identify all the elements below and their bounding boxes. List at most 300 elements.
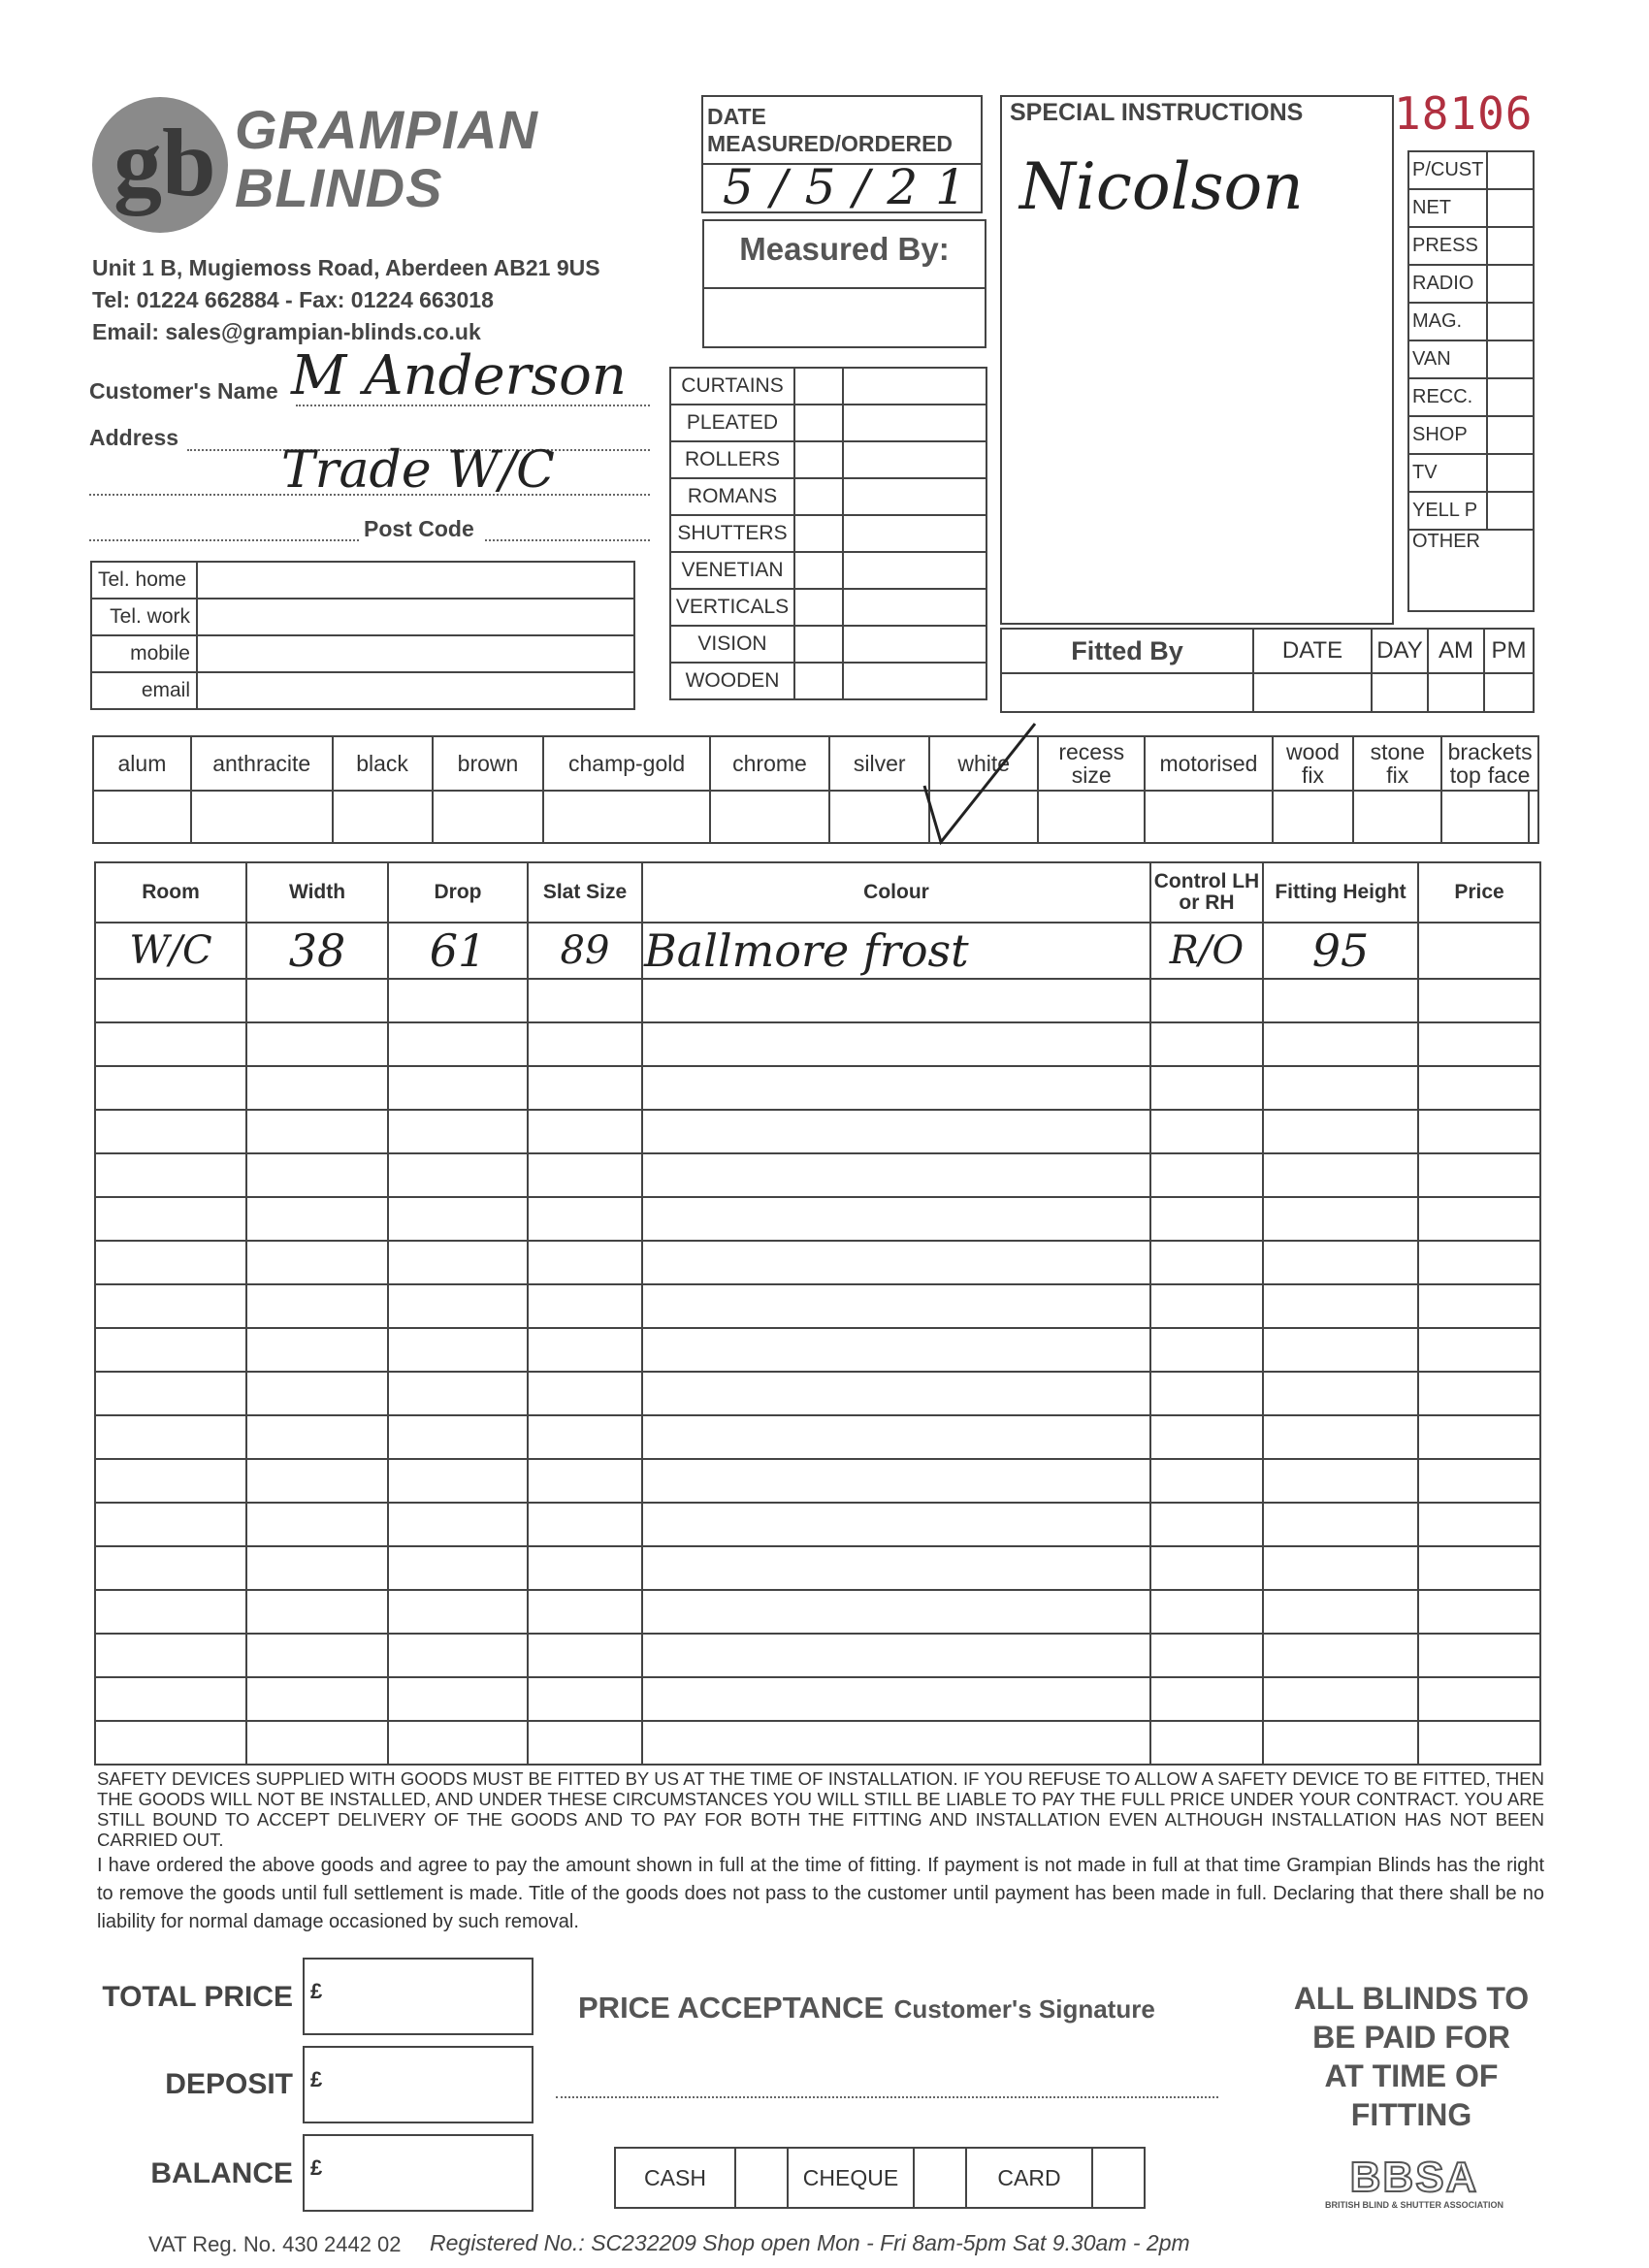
cell[interactable]: [246, 1372, 388, 1415]
cell[interactable]: [1418, 1284, 1540, 1328]
cell[interactable]: [1263, 1197, 1418, 1241]
blind-type-label: ROLLERS: [670, 441, 794, 478]
blind-type-check[interactable]: [794, 589, 843, 626]
cell[interactable]: [1263, 1546, 1418, 1590]
blind-type-check[interactable]: [794, 368, 843, 405]
cell[interactable]: [528, 1197, 642, 1241]
table-row: [95, 1197, 1540, 1241]
source-check[interactable]: [1487, 454, 1534, 492]
cell[interactable]: [1263, 1066, 1418, 1110]
cell[interactable]: [95, 1328, 246, 1372]
address-value: Trade W/C: [281, 441, 555, 500]
source-check[interactable]: [1487, 265, 1534, 303]
brackets-header: [1441, 736, 1538, 791]
blind-type-row: [670, 478, 986, 515]
cell[interactable]: [388, 1066, 528, 1110]
total-price-field[interactable]: [303, 1958, 534, 2035]
cell[interactable]: [1150, 1503, 1263, 1546]
cell[interactable]: [1418, 1415, 1540, 1459]
fitted-by-field[interactable]: [1001, 673, 1253, 712]
phone-line: Tel: 01224 662884 - Fax: 01224 663018: [92, 287, 494, 312]
cell[interactable]: [1150, 1284, 1263, 1328]
colour-check[interactable]: [333, 791, 433, 843]
company-name-line1: GRAMPIAN: [235, 99, 538, 160]
order-number: 18106: [1394, 87, 1534, 140]
source-check[interactable]: [1487, 303, 1534, 340]
cell[interactable]: [528, 1153, 642, 1197]
cell[interactable]: [95, 1066, 246, 1110]
blind-type-check[interactable]: [794, 478, 843, 515]
cell[interactable]: [246, 1415, 388, 1459]
blind-type-row: [670, 405, 986, 441]
brackets-sub: [1446, 763, 1534, 787]
source-row: [1408, 151, 1534, 189]
cell[interactable]: [246, 1197, 388, 1241]
source-label: YELL P: [1408, 492, 1487, 530]
cell[interactable]: [388, 1415, 528, 1459]
cell[interactable]: [1418, 1721, 1540, 1765]
cell[interactable]: [528, 1634, 642, 1677]
blind-type-label: CURTAINS: [670, 368, 794, 405]
cell[interactable]: [1418, 1328, 1540, 1372]
cell[interactable]: [246, 1459, 388, 1503]
fitted-day-field[interactable]: [1372, 673, 1428, 712]
table-row: [95, 1546, 1540, 1590]
cell[interactable]: [528, 1066, 642, 1110]
cell[interactable]: [95, 1677, 246, 1721]
cell[interactable]: [528, 1415, 642, 1459]
customer-name-label: Customer's Name: [89, 378, 278, 404]
cell[interactable]: [642, 1415, 1150, 1459]
cell[interactable]: [1150, 1328, 1263, 1372]
cell[interactable]: [246, 1066, 388, 1110]
table-row: [95, 1590, 1540, 1634]
cell-fitting[interactable]: 95: [1263, 923, 1418, 979]
cell[interactable]: [388, 1634, 528, 1677]
blind-type-qty[interactable]: [843, 626, 986, 663]
cell-width[interactable]: 38: [246, 923, 388, 979]
colour-check[interactable]: [543, 791, 709, 843]
logo-letters: gb: [113, 109, 216, 216]
cell[interactable]: [388, 1197, 528, 1241]
fitted-value-row: [1001, 673, 1534, 712]
cell[interactable]: [388, 1241, 528, 1284]
cell[interactable]: [246, 1721, 388, 1765]
deposit-label: DEPOSIT: [165, 2068, 293, 2100]
cell[interactable]: [528, 1328, 642, 1372]
blind-type-qty[interactable]: [843, 552, 986, 589]
bbsa-tagline: BRITISH BLIND & SHUTTER ASSOCIATION: [1325, 2200, 1504, 2210]
cell[interactable]: [1418, 1546, 1540, 1590]
cell[interactable]: [528, 1372, 642, 1415]
cell[interactable]: [95, 1590, 246, 1634]
col-room: Room: [95, 862, 246, 923]
cell[interactable]: [1263, 979, 1418, 1022]
cell[interactable]: [1263, 1284, 1418, 1328]
cell[interactable]: [642, 1459, 1150, 1503]
cell[interactable]: [1150, 1415, 1263, 1459]
cell[interactable]: [1150, 1241, 1263, 1284]
cell[interactable]: [642, 1197, 1150, 1241]
cell[interactable]: [1418, 1241, 1540, 1284]
cell[interactable]: [1150, 1634, 1263, 1677]
blind-type-row: [670, 441, 986, 478]
contact-value[interactable]: [197, 635, 634, 672]
cell[interactable]: [1150, 1677, 1263, 1721]
cell[interactable]: [95, 1721, 246, 1765]
cell[interactable]: [1150, 1110, 1263, 1153]
cell[interactable]: [528, 1284, 642, 1328]
cell[interactable]: [388, 1328, 528, 1372]
cell[interactable]: [95, 1110, 246, 1153]
blind-type-check[interactable]: [794, 405, 843, 441]
cell[interactable]: [1418, 1590, 1540, 1634]
cell[interactable]: [1150, 1153, 1263, 1197]
cell[interactable]: [1263, 1328, 1418, 1372]
email-line: Email: sales@grampian-blinds.co.uk: [92, 319, 481, 344]
cell[interactable]: [388, 1459, 528, 1503]
cell[interactable]: [246, 1328, 388, 1372]
source-row: [1408, 378, 1534, 416]
blind-type-check[interactable]: [794, 441, 843, 478]
fitted-am-field[interactable]: [1428, 673, 1484, 712]
cell[interactable]: [528, 1503, 642, 1546]
date-label: DATE MEASURED/ORDERED: [707, 104, 954, 156]
contact-value[interactable]: [197, 599, 634, 635]
blind-type-qty[interactable]: [843, 663, 986, 699]
colour-option: anthracite: [191, 736, 333, 791]
bbsa-logo: [1298, 2155, 1531, 2210]
source-table: [1407, 150, 1535, 612]
signature-line[interactable]: [556, 2096, 1218, 2098]
table-row: [95, 1677, 1540, 1721]
payment-method-table: [614, 2147, 1146, 2209]
cell[interactable]: [246, 1503, 388, 1546]
col-control: Control LH or RH: [1150, 862, 1263, 923]
payment-agreement: I have ordered the above goods and agree to pay the amount shown in full at the time of fitting. If payment is not made in full at that time Grampian Blinds has the right to remove the goods until full settlement is made. Title of the goods does not pass to the customer until payment has been made in full. Declaring that there shall be no liability for normal damage occasioned by such removal.: [97, 1855, 1544, 1932]
colour-check[interactable]: [93, 791, 191, 843]
contact-label: Tel. home: [91, 562, 197, 599]
cell-control[interactable]: R/O: [1150, 923, 1263, 979]
cell[interactable]: [1263, 1415, 1418, 1459]
fitted-pm-field[interactable]: [1484, 673, 1534, 712]
cell[interactable]: [1150, 1066, 1263, 1110]
source-row: [1408, 340, 1534, 378]
cell[interactable]: [246, 1153, 388, 1197]
colour-options-table: [92, 735, 1539, 844]
cell[interactable]: [642, 1503, 1150, 1546]
cell[interactable]: [528, 1110, 642, 1153]
cell[interactable]: [95, 1197, 246, 1241]
cell[interactable]: [388, 1110, 528, 1153]
source-check[interactable]: [1487, 189, 1534, 227]
deposit-field[interactable]: [303, 2046, 534, 2123]
cell[interactable]: [528, 1590, 642, 1634]
cell[interactable]: [1150, 1590, 1263, 1634]
table-row: [95, 1284, 1540, 1328]
table-row: [95, 923, 1540, 979]
blind-type-qty[interactable]: [843, 515, 986, 552]
company-address: [92, 252, 600, 348]
blind-type-label: WOODEN: [670, 663, 794, 699]
fitted-date-field[interactable]: [1253, 673, 1372, 712]
source-check[interactable]: [1487, 151, 1534, 189]
cell[interactable]: [1418, 1503, 1540, 1546]
postcode-line-right: [485, 539, 650, 541]
cell[interactable]: [388, 1546, 528, 1590]
contact-row: [91, 635, 634, 672]
cell[interactable]: [1263, 1022, 1418, 1066]
payment-method-row: [615, 2148, 1145, 2208]
colour-option: black: [333, 736, 433, 791]
measured-by-box: [702, 219, 986, 348]
registration-info: Registered No.: SC232209 Shop open Mon - Fri 8am-5pm Sat 9.30am - 2pm: [430, 2230, 1190, 2255]
cell[interactable]: [1150, 1022, 1263, 1066]
fitted-by-table: [1000, 628, 1535, 713]
source-label: PRESS: [1408, 227, 1487, 265]
cell[interactable]: [95, 1241, 246, 1284]
colour-option: brown: [433, 736, 544, 791]
cell[interactable]: [528, 1022, 642, 1066]
cell[interactable]: [388, 1590, 528, 1634]
blind-type-check[interactable]: [794, 552, 843, 589]
cell[interactable]: [1263, 1590, 1418, 1634]
payment-cash-check[interactable]: [735, 2148, 788, 2208]
table-row: [95, 1328, 1540, 1372]
cell[interactable]: [1418, 1066, 1540, 1110]
cell[interactable]: [1150, 1372, 1263, 1415]
source-check[interactable]: [1487, 378, 1534, 416]
cell[interactable]: [95, 1546, 246, 1590]
cell[interactable]: [1150, 1197, 1263, 1241]
cell[interactable]: [1263, 1634, 1418, 1677]
vat-number: VAT Reg. No. 430 2442 02: [148, 2232, 402, 2256]
cell[interactable]: [388, 1721, 528, 1765]
source-label: RECC.: [1408, 378, 1487, 416]
cell-drop[interactable]: 61: [388, 923, 528, 979]
blind-type-check[interactable]: [794, 626, 843, 663]
cell[interactable]: [1150, 979, 1263, 1022]
cell[interactable]: [388, 1022, 528, 1066]
cell[interactable]: [388, 1372, 528, 1415]
cell[interactable]: [95, 1459, 246, 1503]
source-check[interactable]: [1487, 416, 1534, 454]
cell[interactable]: [95, 1022, 246, 1066]
blind-type-qty[interactable]: [843, 405, 986, 441]
fitted-day-label: DAY: [1372, 629, 1428, 673]
cell[interactable]: [1263, 1459, 1418, 1503]
payment-cheque-label: CHEQUE: [788, 2148, 914, 2208]
cell[interactable]: [642, 1590, 1150, 1634]
safety-notice: SAFETY DEVICES SUPPLIED WITH GOODS MUST BE FITTED BY US AT THE TIME OF INSTALLATION. IF YOU REFUSE TO ALLOW A SAFETY DEVICE TO BE FITTED, THEN THE GOODS WILL NOT BE INSTALLED, AND UNDER THESE CIRCUMSTANCES YOU WILL STILL BE LIABLE TO PAY THE FULL PRICE UNDER YOUR CONTRACT. YOU ARE STILL BOUND TO ACCEPT DELIVERY OF THE GOODS AND TO PAY FOR BOTH THE FITTING AND INSTALLATION EVEN ALTHOUGH INSTALLATION HAS NOT BEEN CARRIED OUT.: [97, 1768, 1544, 1850]
brackets-label: brackets: [1447, 739, 1533, 764]
cell[interactable]: [1418, 1459, 1540, 1503]
cell[interactable]: [1418, 1022, 1540, 1066]
contact-row: [91, 599, 634, 635]
cell[interactable]: [95, 1634, 246, 1677]
table-row: [95, 1721, 1540, 1765]
cell[interactable]: [642, 1241, 1150, 1284]
cell[interactable]: [642, 1110, 1150, 1153]
cell[interactable]: [1263, 1372, 1418, 1415]
logo-mark: [92, 97, 228, 233]
payment-cheque-check[interactable]: [914, 2148, 966, 2208]
blind-type-check[interactable]: [794, 663, 843, 699]
cell[interactable]: [1263, 1153, 1418, 1197]
table-row: [95, 1153, 1540, 1197]
cell[interactable]: [642, 1284, 1150, 1328]
cell[interactable]: [246, 1634, 388, 1677]
blind-type-qty[interactable]: [843, 478, 986, 515]
source-check[interactable]: [1487, 492, 1534, 530]
cell-room[interactable]: W/C: [95, 923, 246, 979]
contact-label: Tel. work: [91, 599, 197, 635]
cell[interactable]: [528, 1721, 642, 1765]
balance-field[interactable]: [303, 2134, 534, 2212]
cell[interactable]: [528, 1459, 642, 1503]
cell[interactable]: [642, 1372, 1150, 1415]
brackets-face-check[interactable]: [1529, 791, 1538, 843]
source-row: [1408, 492, 1534, 530]
colour-check[interactable]: [710, 791, 829, 843]
cell-slat[interactable]: 89: [528, 923, 642, 979]
cell[interactable]: [1263, 1503, 1418, 1546]
cell[interactable]: [528, 1677, 642, 1721]
cell[interactable]: [388, 1677, 528, 1721]
cell[interactable]: [246, 1590, 388, 1634]
source-check[interactable]: [1487, 227, 1534, 265]
cell[interactable]: [1263, 1241, 1418, 1284]
cell[interactable]: [1150, 1546, 1263, 1590]
source-row: [1408, 416, 1534, 454]
blind-type-qty[interactable]: [843, 441, 986, 478]
source-check[interactable]: [1487, 340, 1534, 378]
cell[interactable]: [1263, 1677, 1418, 1721]
cell[interactable]: [1418, 1634, 1540, 1677]
payment-notice: [1261, 1979, 1562, 2134]
cell[interactable]: [246, 979, 388, 1022]
cell[interactable]: [246, 1022, 388, 1066]
blind-type-label: VISION: [670, 626, 794, 663]
blind-type-check[interactable]: [794, 515, 843, 552]
cell[interactable]: [246, 1677, 388, 1721]
address-label: Address: [89, 425, 179, 450]
cell[interactable]: [642, 1721, 1150, 1765]
colour-check[interactable]: [1038, 791, 1145, 843]
cell[interactable]: [95, 1415, 246, 1459]
cell[interactable]: [246, 1241, 388, 1284]
total-price-label: TOTAL PRICE: [102, 1981, 293, 2013]
cell[interactable]: [388, 1503, 528, 1546]
cell[interactable]: [642, 1634, 1150, 1677]
cell[interactable]: [388, 1284, 528, 1328]
colour-check[interactable]: [433, 791, 544, 843]
blind-type-row: [670, 552, 986, 589]
cell[interactable]: [1418, 1372, 1540, 1415]
cell[interactable]: [246, 1284, 388, 1328]
cell[interactable]: [95, 1284, 246, 1328]
cell-colour[interactable]: Ballmore frost: [642, 923, 1150, 979]
colour-option: recess size: [1038, 736, 1145, 791]
table-row: [95, 1459, 1540, 1503]
payment-card-check[interactable]: [1092, 2148, 1145, 2208]
source-label: RADIO: [1408, 265, 1487, 303]
colour-check[interactable]: [1353, 791, 1441, 843]
contact-value[interactable]: [197, 672, 634, 709]
contact-label: mobile: [91, 635, 197, 672]
contact-value[interactable]: [197, 562, 634, 599]
cell[interactable]: [1150, 1721, 1263, 1765]
contact-label: email: [91, 672, 197, 709]
colour-option: champ-gold: [543, 736, 709, 791]
cell[interactable]: [1263, 1110, 1418, 1153]
table-row: [95, 1372, 1540, 1415]
cell[interactable]: [246, 1110, 388, 1153]
cell[interactable]: [1418, 1677, 1540, 1721]
payment-notice-line: FITTING: [1350, 2097, 1472, 2132]
fitted-date-label: DATE: [1253, 629, 1372, 673]
cell[interactable]: [642, 1022, 1150, 1066]
col-colour: Colour: [642, 862, 1150, 923]
cell[interactable]: [1150, 1459, 1263, 1503]
cell[interactable]: [1418, 1153, 1540, 1197]
colour-check[interactable]: [1273, 791, 1354, 843]
measured-by-field[interactable]: [704, 287, 985, 348]
cell[interactable]: [388, 979, 528, 1022]
cell-price[interactable]: [1418, 923, 1540, 979]
cell[interactable]: [388, 1153, 528, 1197]
table-row: [95, 1241, 1540, 1284]
source-label: OTHER: [1408, 530, 1534, 611]
colour-check[interactable]: [829, 791, 929, 843]
blind-type-row: [670, 626, 986, 663]
cell[interactable]: [642, 1677, 1150, 1721]
cell[interactable]: [528, 1241, 642, 1284]
cell[interactable]: [642, 979, 1150, 1022]
payment-notice-line: AT TIME OF: [1324, 2058, 1499, 2093]
cell[interactable]: [1418, 1197, 1540, 1241]
cell[interactable]: [95, 979, 246, 1022]
brackets-top-check[interactable]: [1441, 791, 1529, 843]
cell[interactable]: [246, 1546, 388, 1590]
cell[interactable]: [1418, 1110, 1540, 1153]
blind-type-qty[interactable]: [843, 589, 986, 626]
cell[interactable]: [1418, 979, 1540, 1022]
source-label: TV: [1408, 454, 1487, 492]
cell[interactable]: [528, 979, 642, 1022]
colour-option: motorised: [1145, 736, 1272, 791]
source-label: P/CUST: [1408, 151, 1487, 189]
cell[interactable]: [642, 1546, 1150, 1590]
cell[interactable]: [1263, 1721, 1418, 1765]
cell[interactable]: [95, 1153, 246, 1197]
source-row: [1408, 303, 1534, 340]
blind-type-qty[interactable]: [843, 368, 986, 405]
contact-row: [91, 562, 634, 599]
colour-check[interactable]: [1145, 791, 1272, 843]
colour-check[interactable]: [191, 791, 333, 843]
fitted-header-row: [1001, 629, 1534, 673]
payment-notice-line: ALL BLINDS TO: [1293, 1981, 1530, 2016]
cell[interactable]: [528, 1546, 642, 1590]
cell[interactable]: [95, 1372, 246, 1415]
cell[interactable]: [642, 1328, 1150, 1372]
cell[interactable]: [95, 1503, 246, 1546]
cell[interactable]: [642, 1066, 1150, 1110]
measured-by-label: Measured By:: [739, 231, 950, 267]
blind-type-row: [670, 515, 986, 552]
cell[interactable]: [642, 1153, 1150, 1197]
